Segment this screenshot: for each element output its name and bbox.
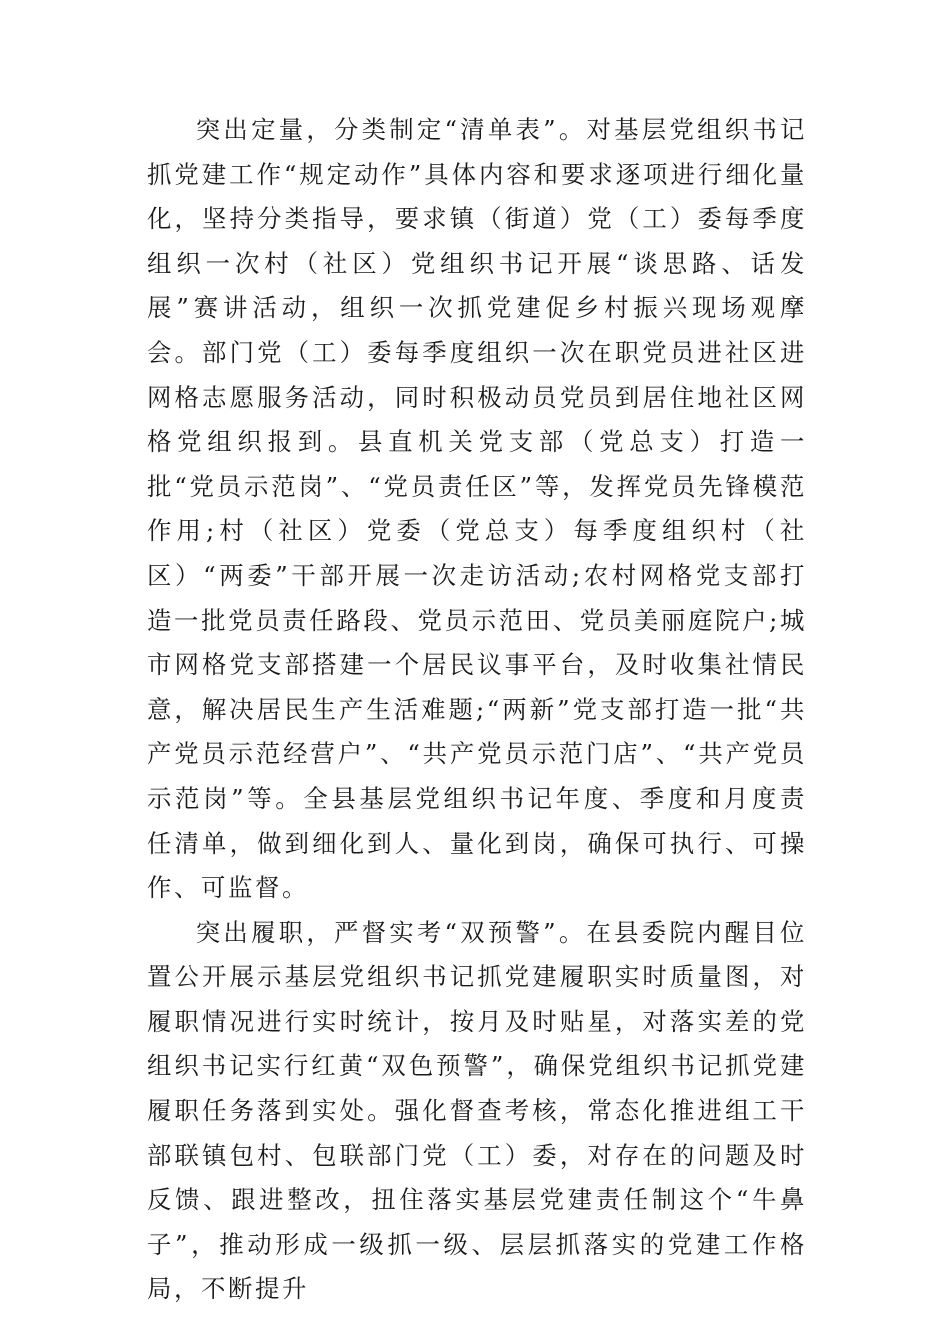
paragraph-dual-warning: 突出履职，严督实考“双预警”。在县委院内醒目位置公开展示基层党组织书记抓党建履职实时质量图，对履职情况进行实时统计，按月及时贴星，对落实差的党组织书记实行红黄“双色预警”，确保党组织书记抓党建履职任务落到实处。强化督查考核，常态化推进组工干部联镇包村、包联部门党（工）委，对存在的问题及时反馈、跟进整改，扭住落实基层党建责任制这个“牛鼻子”，推动形成一级抓一级、层层抓落实的党建工作格局，不断提升 bbox=[147, 917, 807, 1304]
document-body bbox=[147, 108, 807, 1312]
paragraph-checklist: 突出定量，分类制定“清单表”。对基层党组织书记抓党建工作“规定动作”具体内容和要求逐项进行细化量化，坚持分类指导，要求镇（街道）党（工）委每季度组织一次村（社区）党组织书记开展“谈思路、话发展”赛讲活动，组织一次抓党建促乡村振兴现场观摩会。部门党（工）委每季度组织一次在职党员进社区进网格志愿服务活动，同时积极动员党员到居住地社区网格党组织报到。县直机关党支部（党总支）打造一批“党员示范岗”、“党员责任区”等，发挥党员先锋模范作用;村（社区）党委（党总支）每季度组织村（社区）“两委”干部开展一次走访活动;农村网格党支部打造一批党员责任路段、党员示范田、党员美丽庭院户;城市网格党支部搭建一个居民议事平台，及时收集社情民意，解决居民生产生活难题;“两新”党支部打造一批“共产党员示范经营户”、“共产党员示范门店”、“共产党员示范岗”等。全县基层党组织书记年度、季度和月度责任清单，做到细化到人、量化到岗，确保可执行、可操作、可监督。 bbox=[147, 115, 807, 903]
